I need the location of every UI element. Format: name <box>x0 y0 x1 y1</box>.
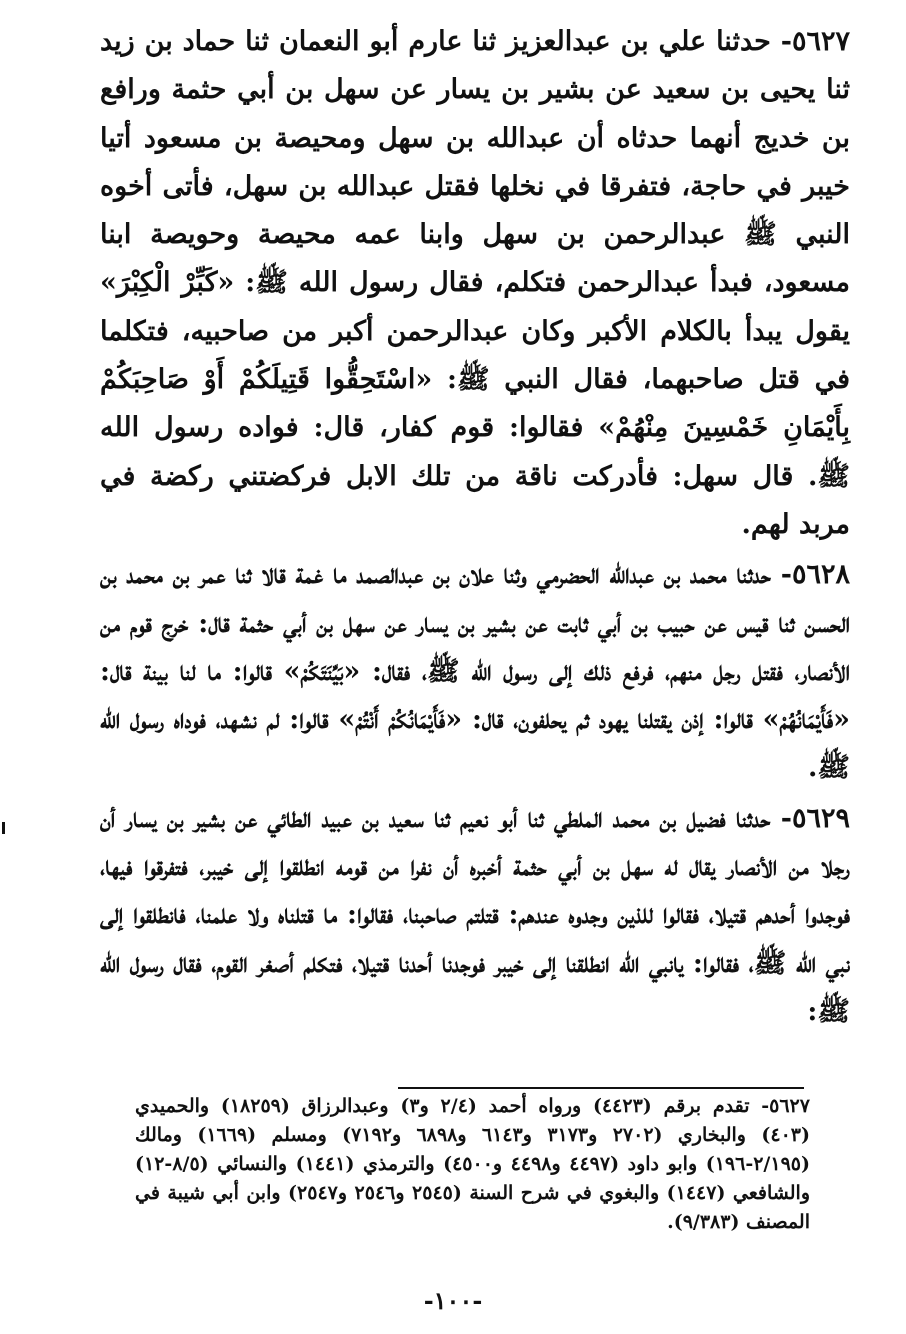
hadith-text: حدثنا علي بن عبدالعزيز ثنا عارم أبو النعمان ثنا حماد بن زيد ثنا يحيى بن سعيد عن بشير بن يسار عن سهل بن أبي حثمة ورافع بن خديج أنهما حدثاه أن عبدالله بن سهل ومحيصة بن مسعود أتيا خيبر في حاجة، فتفرقا في نخلها فقتل عبدالله بن سهل، فأتى أخوه النبي ﷺ عبدالرحمن بن سهل وابنا عمه محيصة وحويصة ابنا مسعود، فبدأ عبدالرحمن فتكلم، فقال رسول الله ﷺ: «كَبِّرْ الْكِبْرَ» يقول يبدأ بالكلام الأكبر وكان عبدالرحمن أكبر من صاحبيه، فتكلما في قتل صاحبهما، فقال النبي ﷺ: «اسْتَحِقُّوا قَتِيلَكُمْ أَوْ صَاحِبَكُمْ بِأَيْمَانِ خَمْسِينَ مِنْهُمْ» فقالوا: قوم كفار، قال: فواده رسول الله ﷺ. قال سهل: فأدركت ناقة من تلك الابل فركضتني ركضة في مربد لهم. <box>100 26 850 540</box>
hadith-text: حدثنا فضيل بن محمد الملطي ثنا أبو نعيم ثنا سعيد بن عبيد الطائي عن بشير بن يسار أن رجلا من الأنصار يقال له سهل بن أبي حثمة أخبره أن نفرا من قومه انطلقوا إلى خيبر، فتفرقوا فيها، فوجدوا أحدهم قتيلا، فقالوا للذين وجدوه عندهم: قتلتم صاحبنا، فقالوا: ما قتلناه ولا علمنا، فانطلقوا إلى نبي الله ﷺ، فقالوا: يانبي الله انطلقنا إلى خيبر فوجدنا أحدنا قتيلا، فتكلم أصغر القوم، فقال رسول الله ﷺ: <box>100 802 850 1027</box>
footnote-5627: ٥٦٢٧- تقدم برقم (٤٤٢٣) ورواه أحمد (٢/٤ و٣) وعبدالرزاق (١٨٢٥٩) والحميدي (٤٠٣) والبخاري (٢٧٠٢ و٣١٧٣ و٦١٤٣ و٦٨٩٨ و٧١٩٢) ومسلم (١٦٦٩) ومالك (٢/١٩٥-١٩٦) وابو داود (٤٤٩٧ و٤٤٩٨ و٤٥٠٠) والترمذي (١٤٤١) والنسائي (٨/٥-١٢) والشافعي (١٤٤٧) والبغوي في شرح السنة (٢٥٤٥ و٢٥٤٦ و٢٥٤٧) وابن أبي شيبة في المصنف (٩/٣٨٣). <box>135 1095 810 1233</box>
hadith-5629 <box>100 795 850 1036</box>
hadith-number: ٥٦٢٨- <box>780 559 850 591</box>
hadith-5628 <box>100 551 850 792</box>
hadith-5627 <box>100 18 850 549</box>
hadith-number: ٥٦٢٧- <box>780 26 850 57</box>
main-text <box>100 18 850 1036</box>
footnotes <box>135 1092 810 1237</box>
margin-mark <box>2 822 5 834</box>
hadith-number: ٥٦٢٩- <box>780 802 850 834</box>
footnote-divider <box>398 1087 804 1089</box>
hadith-text: حدثنا محمد بن عبدالله الحضرمي وثنا علان بن عبدالصمد ما غمة قالا ثنا عمر بن محمد بن الحسن ثنا قيس عن حبيب بن أبي ثابت عن بشير بن يسار عن سهل بن أبي حثمة قال: خرج قوم من الأنصار، فقتل رجل منهم، فرفع ذلك إلى رسول الله ﷺ، فقال: «بَيِّنَتَكُمْ» قالوا: ما لنا بينة قال: «فَأَيْمَانُهُمْ» قالوا: إذن يقتلنا يهود ثم يحلفون، قال: «فَأَيْمَانُكُمْ أَنْتُمْ» قالوا: لم نشهد، فوداه رسول الله ﷺ. <box>100 559 850 784</box>
page-number: -١٠٠- <box>423 1286 483 1315</box>
